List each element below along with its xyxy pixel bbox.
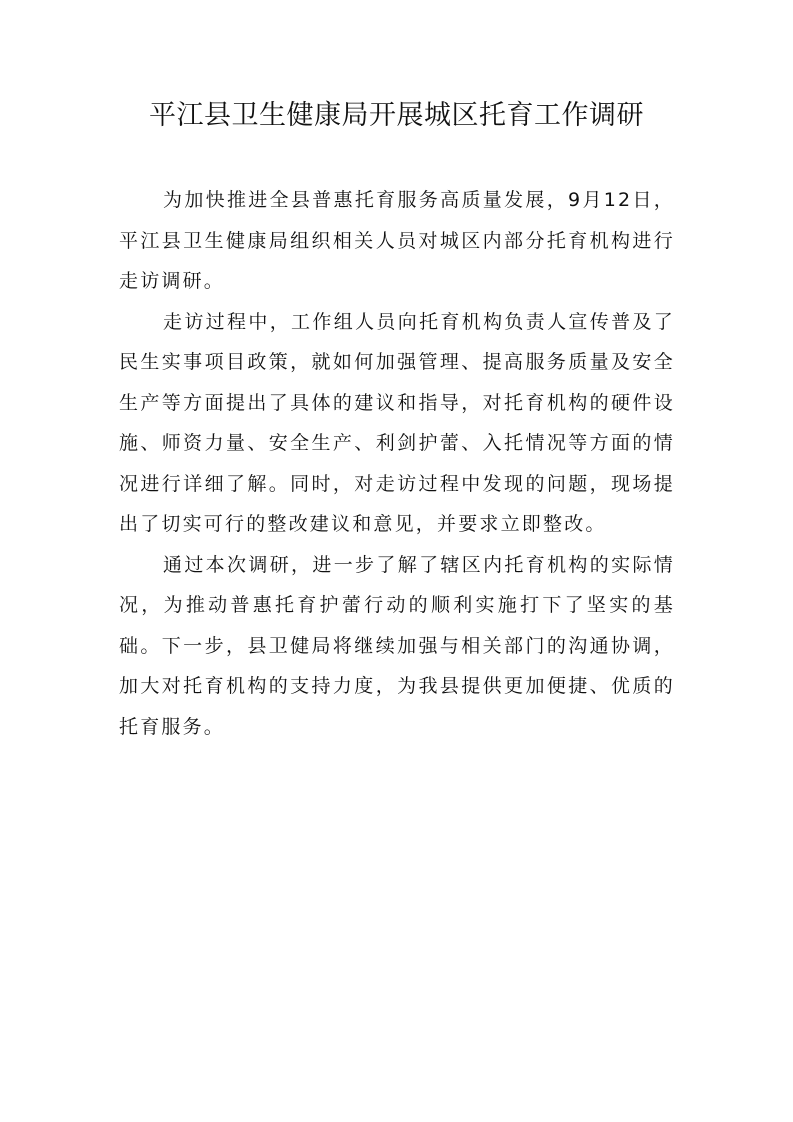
paragraph-conclusion: 通过本次调研，进一步了解了辖区内托育机构的实际情况，为推动普惠托育护蕾行动的顺利实施打下了坚实的基础。下一步，县卫健局将继续加强与相关部门的沟通协调，加大对托育机构的支持力度，为我县提供更加便捷、优质的托育服务。	[119, 553, 675, 738]
paragraph-intro: 为加快推进全县普惠托育服务高质量发展，9月12日，平江县卫生健康局组织相关人员对城区内部分托育机构进行走访调研。	[119, 189, 675, 292]
paragraph-visit-details: 走访过程中，工作组人员向托育机构负责人宣传普及了民生实事项目政策，就如何加强管理、提高服务质量及安全生产等方面提出了具体的建议和指导，对托育机构的硬件设施、师资力量、安全生产、利剑护蕾、入托情况等方面的情况进行详细了解。同时，对走访过程中发现的问题，现场提出了切实可行的整改建议和意见，并要求立即整改。	[119, 310, 675, 535]
document-body	[119, 180, 675, 747]
document-title: 平江县卫生健康局开展城区托育工作调研	[149, 100, 644, 131]
